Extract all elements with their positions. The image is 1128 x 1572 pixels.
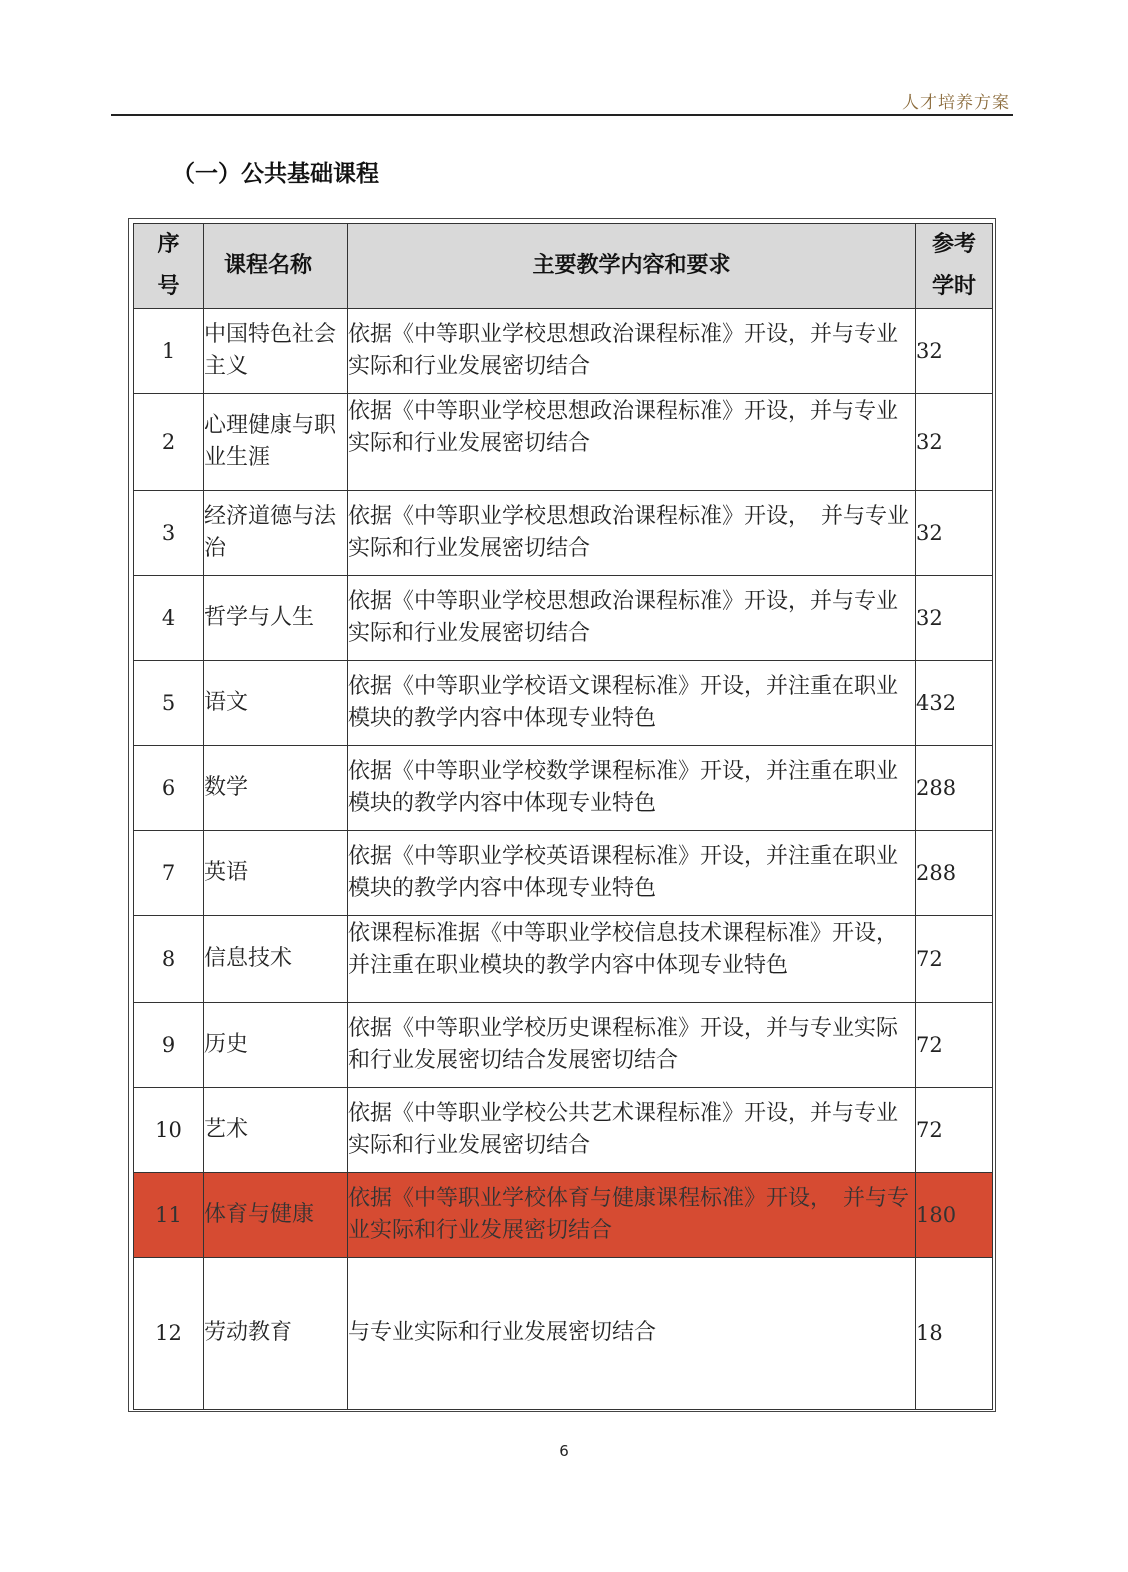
row-content: 依据《中等职业学校思想政治课程标准》开设，并与专业实际和行业发展密切结合 <box>348 393 916 490</box>
row-hours: 32 <box>916 575 993 660</box>
course-table <box>133 223 993 1410</box>
row-no: 9 <box>134 1002 204 1087</box>
row-course-name: 体育与健康 <box>204 1172 348 1257</box>
row-hours: 288 <box>916 830 993 915</box>
row-hours: 72 <box>916 1002 993 1087</box>
row-course-name: 艺术 <box>204 1087 348 1172</box>
row-no: 4 <box>134 575 204 660</box>
table-row <box>134 915 993 1002</box>
row-content: 依据《中等职业学校体育与健康课程标准》开设， 并与专业实际和行业发展密切结合 <box>348 1172 916 1257</box>
row-hours: 180 <box>916 1172 993 1257</box>
row-content: 依据《中等职业学校思想政治课程标准》开设， 并与专业实际和行业发展密切结合 <box>348 490 916 575</box>
row-no: 6 <box>134 745 204 830</box>
row-hours: 432 <box>916 660 993 745</box>
header-name: 课程名称 <box>204 224 348 309</box>
row-course-name: 数学 <box>204 745 348 830</box>
table-row <box>134 1257 993 1409</box>
header-no: 序号 <box>134 224 204 309</box>
row-content-cell <box>348 915 916 1002</box>
table-row <box>134 830 993 915</box>
row-course-name: 经济道德与法治 <box>204 490 348 575</box>
row-hours: 32 <box>916 490 993 575</box>
header-rule <box>111 114 1013 116</box>
row-no: 7 <box>134 830 204 915</box>
table-row <box>134 490 993 575</box>
row-no: 3 <box>134 490 204 575</box>
row-course-name: 英语 <box>204 830 348 915</box>
table-row <box>134 745 993 830</box>
row-no: 8 <box>134 915 204 1002</box>
row-course-name: 心理健康与职业生涯 <box>204 393 348 490</box>
row-hours: 32 <box>916 393 993 490</box>
row-course-name: 语文 <box>204 660 348 745</box>
row-course-name: 信息技术 <box>204 915 348 1002</box>
row-hours: 32 <box>916 308 993 393</box>
table-row <box>134 575 993 660</box>
row-content: 依据《中等职业学校英语课程标准》开设，并注重在职业模块的教学内容中体现专业特色 <box>348 830 916 915</box>
page-number: 6 <box>559 1442 569 1460</box>
row-course-name: 劳动教育 <box>204 1257 348 1409</box>
row-content: 与专业实际和行业发展密切结合 <box>348 1257 916 1409</box>
row-hours: 288 <box>916 745 993 830</box>
table-row <box>134 1087 993 1172</box>
row-hours: 72 <box>916 1087 993 1172</box>
row-hours: 72 <box>916 915 993 1002</box>
row-course-name: 中国特色社会主义 <box>204 308 348 393</box>
row-content: 依据《中等职业学校公共艺术课程标准》开设，并与专业实际和行业发展密切结合 <box>348 1087 916 1172</box>
row-no: 12 <box>134 1257 204 1409</box>
row-no: 1 <box>134 308 204 393</box>
header-content: 主要教学内容和要求 <box>348 224 916 309</box>
row-hours: 18 <box>916 1257 993 1409</box>
table-row <box>134 308 993 393</box>
header-title: 人才培养方案 <box>902 93 1010 113</box>
section-heading: （一）公共基础课程 <box>172 161 379 187</box>
row-content: 依据《中等职业学校数学课程标准》开设，并注重在职业模块的教学内容中体现专业特色 <box>348 745 916 830</box>
row-content: 依据《中等职业学校语文课程标准》开设，并注重在职业模块的教学内容中体现专业特色 <box>348 660 916 745</box>
table-row-highlighted <box>134 1172 993 1257</box>
row-no: 10 <box>134 1087 204 1172</box>
row-course-name: 历史 <box>204 1002 348 1087</box>
header-hours: 参考学时 <box>916 224 993 309</box>
row-content: 依课程标准据《中等职业学校信息技术课程标准》开设， 并注重在职业模块的教学内容中体现专业特色 <box>348 920 910 978</box>
row-no: 2 <box>134 393 204 490</box>
table-header-row <box>134 224 993 309</box>
row-no: 11 <box>134 1172 204 1257</box>
row-content: 依据《中等职业学校历史课程标准》开设，并与专业实际和行业发展密切结合发展密切结合 <box>348 1002 916 1087</box>
row-no: 5 <box>134 660 204 745</box>
row-course-name: 哲学与人生 <box>204 575 348 660</box>
row-content: 依据《中等职业学校思想政治课程标准》开设，并与专业实际和行业发展密切结合 <box>348 308 916 393</box>
table-row <box>134 1002 993 1087</box>
table-row <box>134 660 993 745</box>
row-content: 依据《中等职业学校思想政治课程标准》开设，并与专业实际和行业发展密切结合 <box>348 575 916 660</box>
table-row <box>134 393 993 490</box>
